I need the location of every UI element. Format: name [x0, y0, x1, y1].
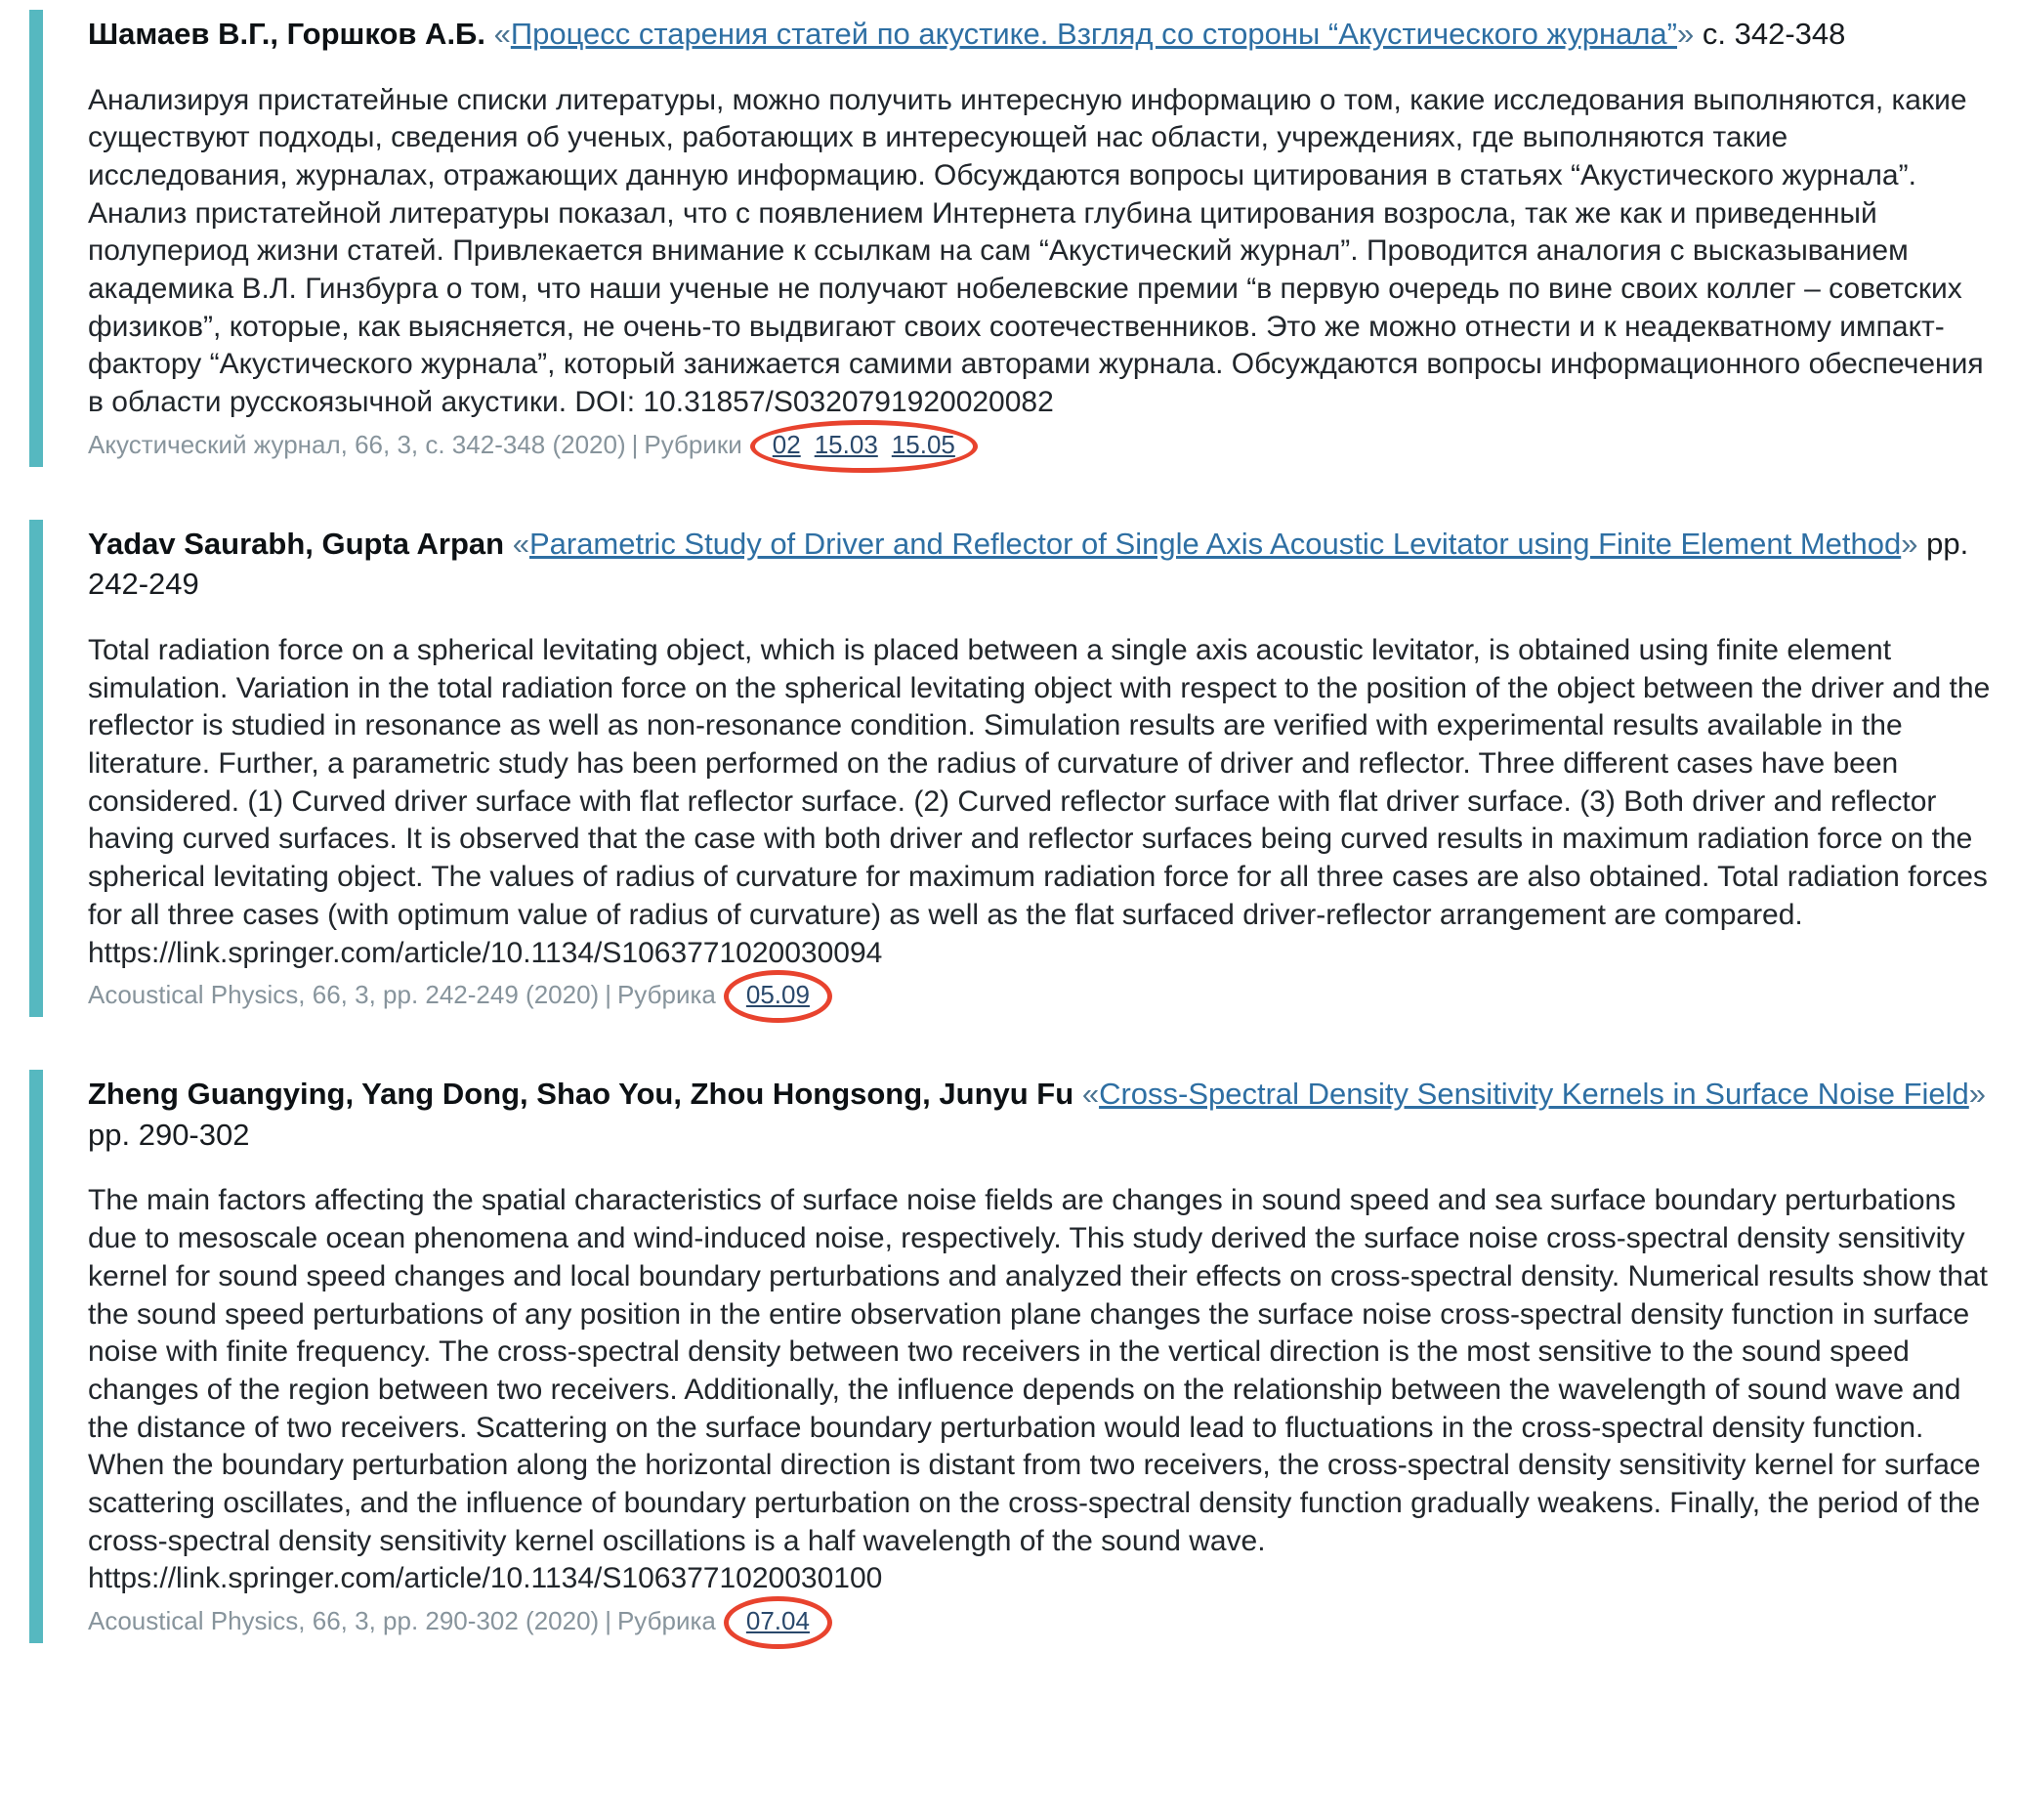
entry-3-footer: [88, 1606, 1992, 1637]
article-entry-1: [29, 10, 1992, 467]
footer-separator: |: [605, 980, 611, 1010]
entry-2-abstract: Total radiation force on a spherical levitating object, which is placed between a single axis acoustic levitator, is obtained using finite element simulation. Variation in the total radiation force on the spherical levitating object with respect to the position of the object between the driver and the reflector is studied in resonance as well as non-resonance condition. Simulation results are verified with experimental results available in the literature. Further, a parametric study has been performed on the radius of curvature of driver and reflector. Three different cases have been considered. (1) Curved driver surface with flat reflector surface. (2) Curved reflector surface with flat driver surface. (3) Both driver and reflector having curved surfaces. It is observed that the case with both driver and reflector surfaces being curved results in maximum radiation force on the spherical levitating object. The values of radius of curvature for maximum radiation force for all three cases are also obtained. Total radiation forces for all three cases (with optimum value of radius of curvature) as well as the flat surfaced driver-reflector arrangement are compared. https://link.springer.com/article/10.1134/S1063771020030094: [88, 634, 1991, 969]
article-entry-3: [29, 1070, 1992, 1643]
entry-2-rubric-code-1[interactable]: 05.09: [745, 980, 810, 1010]
entry-2-title-link[interactable]: Parametric Study of Driver and Reflector of Single Axis Acoustic Levitator using Finite Element Method: [528, 526, 1902, 561]
open-guillemet: «: [493, 17, 511, 51]
entry-3-rubric-code-1[interactable]: 07.04: [745, 1606, 810, 1636]
entry-2-pages: pp. 242-249: [88, 526, 1969, 602]
footer-separator: |: [631, 429, 639, 459]
close-guillemet: »: [1901, 526, 1918, 561]
entry-3-source: Acoustical Physics, 66, 3, pp. 290-302 (2020): [88, 1606, 600, 1636]
entry-1-rubric-code-2[interactable]: 15.03: [814, 429, 878, 459]
open-guillemet: «: [1081, 1077, 1100, 1112]
entry-3-title-link[interactable]: Cross-Spectral Density Sensitivity Kernels in Surface Noise Field: [1099, 1077, 1969, 1112]
entry-1-abstract: Анализируя пристатейные списки литературы, можно получить интересную информацию о том, какие исследования выполняются, какие существуют подходы, сведения об ученых, работающих в интересующей нас области, учреждениях, где выполняются такие исследования, журналах, отражающих данную информацию. Обсуждаются вопросы цитирования в статьях “Акустического журнала”. Анализ пристатейной литературы показал, что с появлением Интернета глубина цитирования возросла, так же как и приведенный полупериод жизни статей. Привлекается внимание к ссылкам на сам “Акустический журнал”. Проводится аналогия с высказыванием академика В.Л. Гинзбурга о том, что наши ученые не получают нобелевские премии “в первую очередь по вине своих коллег – советских физиков”, которые, как выясняется, не очень-то выдвигают своих соотечественников. Это же можно отнести и к неадекватному импакт-фактору “Акустического журнала”, который занижается самими авторами журнала. Обсуждаются вопросы информационного обеспечения в области русскоязычной акустики. DOI: 10.31857/S0320791920020082: [88, 83, 1984, 419]
entry-2-heading: [88, 524, 1992, 605]
footer-separator: |: [605, 1606, 611, 1636]
red-highlight-ellipse: [724, 1596, 832, 1649]
close-guillemet: »: [1677, 17, 1695, 51]
red-highlight-ellipse: [750, 420, 978, 473]
open-guillemet: «: [512, 526, 529, 561]
entry-1-title-link[interactable]: Процесс старения статей по акустике. Взгляд со стороны “Акустического журнала”: [510, 17, 1677, 51]
entry-3-heading: [88, 1074, 1992, 1155]
entry-1-heading: [88, 14, 1992, 55]
entry-3-rubric-label: Рубрика: [616, 1606, 716, 1636]
entry-2-footer: [88, 980, 1992, 1011]
entry-3-abstract: The main factors affecting the spatial characteristics of surface noise fields are changes in sound speed and sea surface boundary perturbations due to mesoscale ocean phenomena and wind-induced noise, respectively. This study derived the surface noise cross-spectral density sensitivity kernel for sound speed changes and local boundary perturbations and analyzed their effects on cross-spectral density. Numerical results show that the sound speed perturbations of any position in the entire observation plane changes the surface noise cross-spectral density function in surface noise with finite frequency. The cross-spectral density between two receivers in the vertical direction is the most sensitive to the sound speed changes of the region between two receivers. Additionally, the influence depends on the relationship between the wavelength of sound wave and the distance of two receivers. Scattering on the surface boundary perturbation would lead to fluctuations in the cross-spectral density function. When the boundary perturbation along the horizontal direction is distant from two receivers, the cross-spectral density sensitivity kernel for surface scattering oscillates, and the influence of boundary perturbation on the cross-spectral density function gradually weakens. Finally, the period of the cross-spectral density sensitivity kernel oscillations is a half wavelength of the sound wave.: [88, 1184, 1988, 1557]
entry-3-authors: Zheng Guangying, Yang Dong, Shao You, Zhou Hongsong, Junyu Fu: [88, 1077, 1074, 1112]
red-highlight-ellipse: [724, 970, 832, 1023]
entry-1-pages: с. 342-348: [1702, 17, 1846, 51]
close-guillemet: »: [1968, 1077, 1987, 1112]
entry-1-rubric-code-1[interactable]: 02: [772, 429, 801, 459]
entry-1-rubric-label: Рубрики: [644, 429, 742, 459]
entry-2-rubric-label: Рубрика: [616, 980, 716, 1010]
entry-3-pages: pp. 290-302: [88, 1117, 250, 1152]
entry-1-footer: [88, 430, 1992, 461]
article-entry-2: [29, 520, 1992, 1017]
entry-1-authors: Шамаев В.Г., Горшков А.Б.: [88, 17, 485, 51]
entry-1-source: Акустический журнал, 66, 3, с. 342-348 (2020): [88, 429, 626, 459]
entry-2-authors: Yadav Saurabh, Gupta Arpan: [88, 526, 505, 561]
entry-2-source: Acoustical Physics, 66, 3, pp. 242-249 (2020): [88, 980, 600, 1010]
entry-1-rubric-code-3[interactable]: 15.05: [891, 429, 955, 459]
entry-3-url: https://link.springer.com/article/10.1134/S1063771020030100: [88, 1562, 883, 1595]
